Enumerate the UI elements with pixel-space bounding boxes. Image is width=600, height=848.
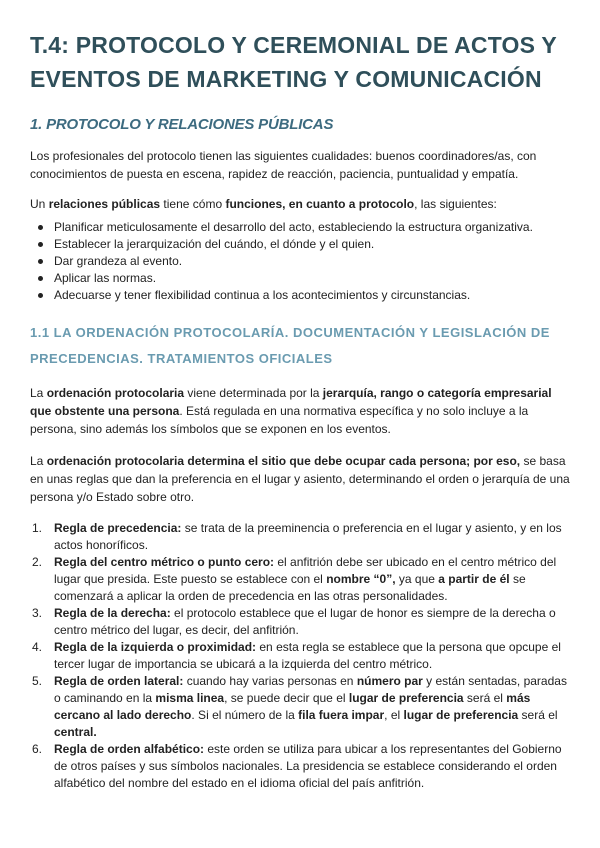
rule-item	[30, 554, 572, 605]
intro-paragraph: Los profesionales del protocolo tienen las siguientes cualidades: buenos coordinadores/as, con conocimientos de puesta en escena, rapidez de reacción, paciencia, puntualidad y empatía.	[30, 149, 537, 181]
bullet-icon	[38, 259, 43, 264]
rule-number: 6.	[32, 742, 43, 756]
section-heading-1: 1. PROTOCOLO Y RELACIONES PÚBLICAS	[30, 116, 334, 133]
list-item: Aplicar las normas.	[30, 270, 572, 287]
bullet-icon	[38, 242, 43, 247]
functions-intro-paragraph: Un relaciones públicas tiene cómo funciones, en cuanto a protocolo, las siguientes:	[30, 197, 497, 211]
rule-item	[30, 741, 572, 792]
bullet-icon	[38, 276, 43, 281]
rule-number: 2.	[32, 555, 43, 569]
rule-number: 5.	[32, 674, 43, 688]
section-heading-1-1: 1.1 LA ORDENACIÓN PROTOCOLARÍA. DOCUMENTACIÓN Y LEGISLACIÓN DE PRECEDENCIAS. TRATAMIENTOS OFICIALES	[30, 325, 550, 366]
rule-item	[30, 639, 572, 673]
rule-text: Regla de orden lateral: cuando hay varias personas en número par y están sentadas, paradas o caminando en la misma linea, se puede decir que el lugar de preferencia será el más cercano al lado derecho. Si el número de la fila fuera impar, el lugar de preferencia será el central.	[54, 674, 567, 739]
list-item: Planificar meticulosamente el desarrollo del acto, estableciendo la estructura organizativa.	[30, 219, 572, 236]
ordenacion-paragraph-1: La ordenación protocolaria viene determinada por la jerarquía, rango o categoría empresarial que obstente una persona. Está regulada en una normativa específica y no solo incluye a la persona, sino además los símbolos que se exponen en los eventos.	[30, 386, 552, 436]
rule-text: Regla de la derecha: el protocolo establece que el lugar de honor es siempre de la derecha o centro métrico del lugar, es decir, del anfitrión.	[54, 606, 556, 637]
rule-number: 3.	[32, 606, 43, 620]
list-item: Adecuarse y tener flexibilidad continua a los acontecimientos y circunstancias.	[30, 287, 572, 304]
rule-text: Regla del centro métrico o punto cero: el anfitrión debe ser ubicado en el centro métrico del lugar que presida. Este puesto se establece con el nombre “0”, ya que a partir de él se comenzará a aplicar la orden de precedencia en las otras personalidades.	[54, 555, 557, 603]
rule-text: Regla de la izquierda o proximidad: en esta regla se establece que la persona que opcupe el tercer lugar de importancia se ubicará a la izquierda del centro métrico.	[54, 640, 561, 671]
bullet-icon	[38, 225, 43, 230]
rule-number: 1.	[32, 521, 43, 535]
document-title: T.4: PROTOCOLO Y CEREMONIAL DE ACTOS Y EVENTOS DE MARKETING Y COMUNICACIÓN	[30, 32, 557, 92]
list-item: Establecer la jerarquización del cuándo, el dónde y el quien.	[30, 236, 572, 253]
rules-list	[30, 520, 572, 792]
rule-number: 4.	[32, 640, 43, 654]
ordenacion-paragraph-2: La ordenación protocolaria determina el sitio que debe ocupar cada persona; por eso, se basa en unas reglas que dan la preferencia en el lugar y asiento, determinando el orden o jerarquía de una persona y/o Estado sobre otro.	[30, 454, 570, 504]
rule-item	[30, 605, 572, 639]
rule-item	[30, 520, 572, 554]
rule-text: Regla de precedencia: se trata de la preeminencia o preferencia en el lugar y asiento, y en los actos honoríficos.	[54, 521, 562, 552]
list-item: Dar grandeza al evento.	[30, 253, 572, 270]
bullet-icon	[38, 293, 43, 298]
rule-item	[30, 673, 572, 741]
functions-list	[30, 219, 572, 304]
rule-text: Regla de orden alfabético: este orden se utiliza para ubicar a los representantes del Gobierno de otros países y sus símbolos nacionales. La presidencia se establece considerando el orden alfabético del nombre del estado en el idioma oficial del país anfitrión.	[54, 742, 562, 790]
